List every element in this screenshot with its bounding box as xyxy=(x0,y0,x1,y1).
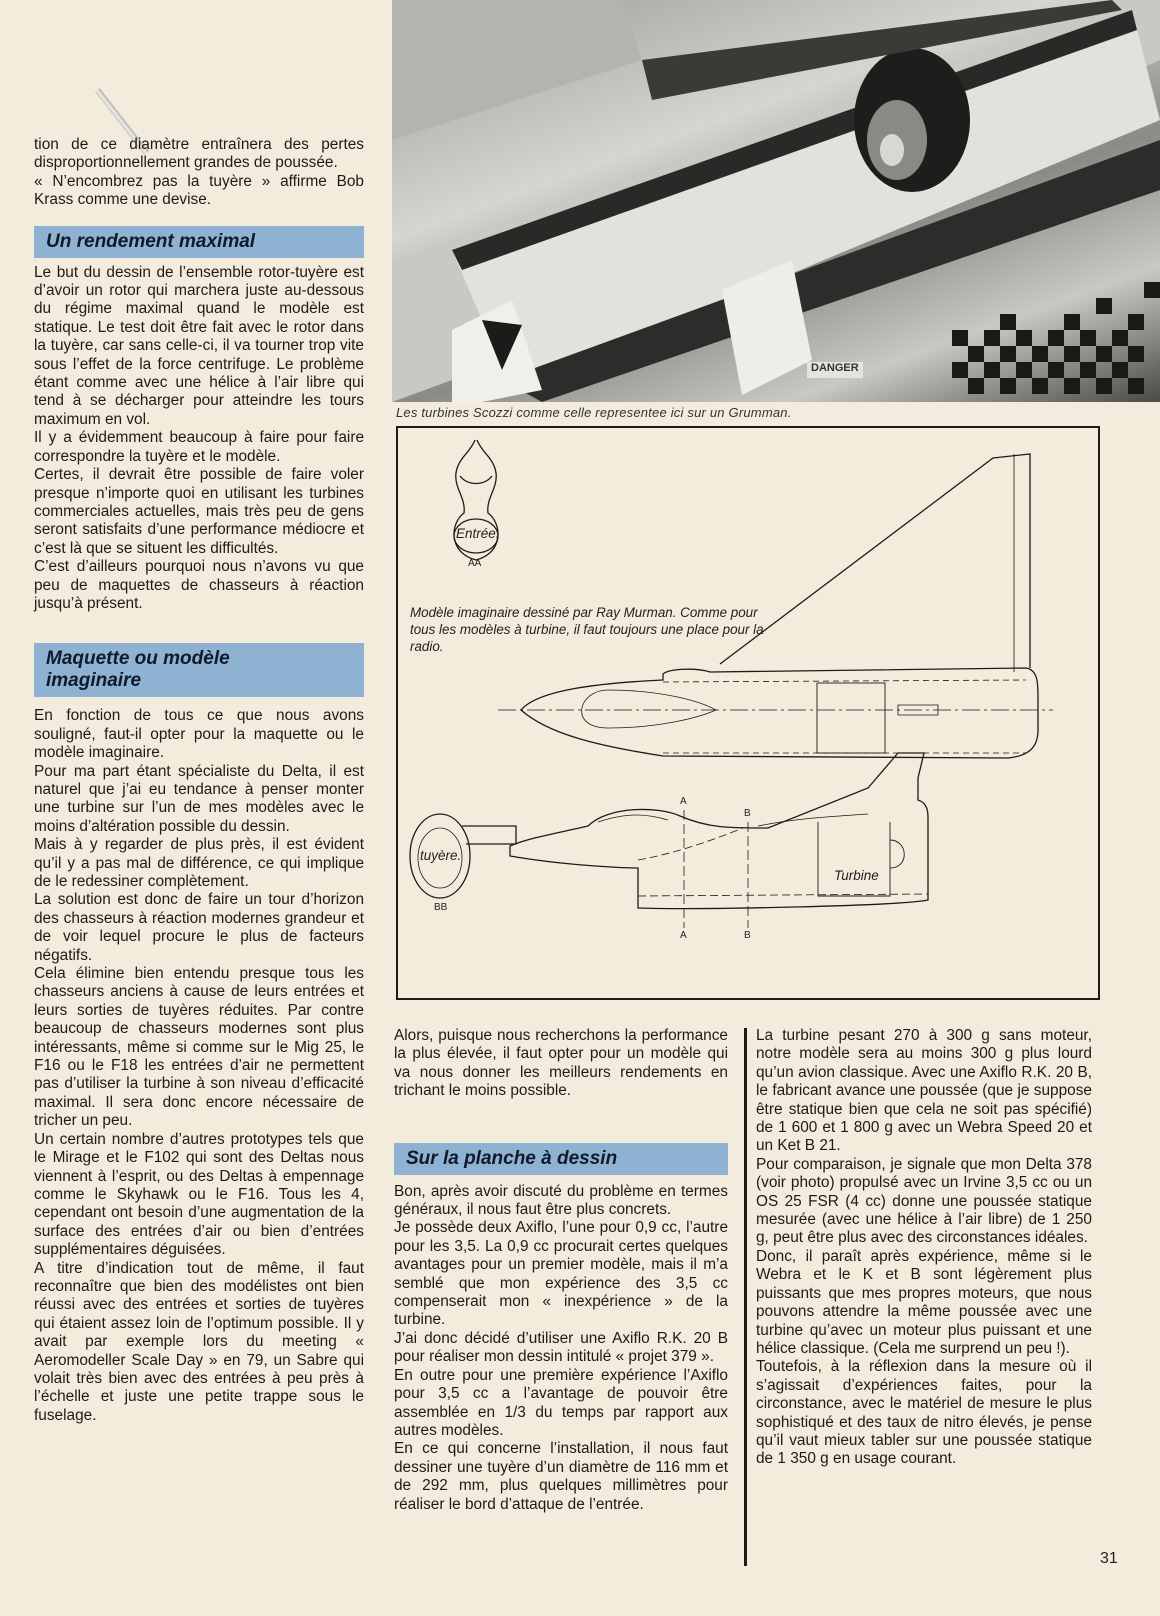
page-number: 31 xyxy=(1100,1550,1118,1567)
label-bb: BB xyxy=(434,902,448,913)
paragraph: Alors, puisque nous recherchons la performance la plus élevée, il faut opter pour un modèle qui va nous donner les meilleurs rendements en trichant le moins possible. xyxy=(394,1027,728,1100)
label-b-top: B xyxy=(744,808,751,819)
section-heading-rendement: Un rendement maximal xyxy=(34,226,364,258)
photo-grumman-turbine xyxy=(392,0,1160,402)
figure-drawing xyxy=(396,426,1100,1000)
paragraph: « N’encombrez pas la tuyère » affirme Bob Krass comme une devise. xyxy=(34,172,364,209)
aircraft-drawings xyxy=(398,428,1098,998)
column-rule xyxy=(744,1028,747,1566)
label-aa: AA xyxy=(468,558,482,569)
paragraph: Le but du dessin de l’ensemble rotor-tuyère est d’avoir un rotor qui marchera juste au-dessous du régime maximal quand le modèle est statique. Le test doit être fait avec le rotor dans la tuyère, car sans celle-ci, il va tourner trop vite sous l’effet de la force centrifuge. Le problème étant comme avec une hélice à l’air libre qui tend à se décharger pour atteindre les tours maximum en vol. xyxy=(34,263,364,428)
column-2 xyxy=(394,1027,728,1514)
paragraph: Un certain nombre d’autres prototypes tels que le Mirage et le F102 qui sont des Deltas nous viennent à l’esprit, ou des Deltas à empennage comme le Skyhawk ou le F16. Tous les 4, cependant ont besoin d’une augmentation de la surface des entrées d’air ou bien d’entrées supplémentaires déguisées. xyxy=(34,1130,364,1259)
label-a-bottom: A xyxy=(680,930,687,941)
section-heading-maquette: Maquette ou modèle imaginaire xyxy=(34,643,364,697)
label-turbine: Turbine xyxy=(834,868,879,883)
section-heading-planche: Sur la planche à dessin xyxy=(394,1143,728,1175)
paragraph: Bon, après avoir discuté du problème en termes généraux, il nous faut être plus concrets. xyxy=(394,1182,728,1219)
paragraph: C’est d’ailleurs pourquoi nous n’avons vu que peu de maquettes de chasseurs à réaction jusqu’à présent. xyxy=(34,558,364,612)
paragraph: Mais à y regarder de plus près, il est évident qu’il y a pas mal de différence, ce qui implique de le redessiner complètement. xyxy=(34,836,364,890)
paragraph: La solution est donc de faire un tour d’horizon des chasseurs à réaction modernes grandeur et de voir lequel procure le plus de facteurs négatifs. xyxy=(34,891,364,964)
paragraph: Je possède deux Axiflo, l’une pour 0,9 cc, l’autre pour les 3,5. La 0,9 cc procurait certes quelques avantages pour un premier modèle, mais il m’a semblé que mon expérience des 3,5 cc compenserait mon « inexpérience » de la turbine. xyxy=(394,1219,728,1329)
paragraph: Cela élimine bien entendu presque tous les chasseurs anciens à cause de leurs entrées et leurs sorties de tuyères réduites. Par contre beaucoup de chasseurs modernes sont plus intéressants, même si comme sur le Mig 25, le F16 ou le F18 les entrées d’air ne permettent pas d’utiliser la turbine à son niveau d’efficacité maximal. Il sera donc encore nécessaire de tricher un peu. xyxy=(34,965,364,1130)
section-aa-outline xyxy=(454,440,498,560)
label-b-bottom: B xyxy=(744,930,751,941)
top-view-fuselage xyxy=(521,668,1038,758)
paragraph: Toutefois, à la réflexion dans la mesure où il s’agissait d’expériences faites, pour la circonstance, avec le matériel de mesure le plus sophistiqué et des taux de nitro élevés, je pense qu’il vaut mieux tabler sur une poussée statique de 1 350 g en usage courant. xyxy=(756,1358,1092,1468)
label-a-top: A xyxy=(680,796,687,807)
paragraph: En outre pour une première expérience l’Axiflo pour 3,5 cc a l’avantage de pouvoir être assemblée en 1/3 du temps par rapport aux autres modèles. xyxy=(394,1366,728,1439)
paragraph: tion de ce diamètre entraînera des pertes disproportionnellement grandes de poussée. xyxy=(34,136,364,172)
photo-illustration xyxy=(392,0,1160,402)
paragraph: En fonction de tous ce que nous avons souligné, faut-il opter pour la maquette ou le modèle imaginaire. xyxy=(34,707,364,762)
column-3 xyxy=(756,1027,1092,1469)
paragraph: La turbine pesant 270 à 300 g sans moteur, notre modèle sera au moins 300 g plus lourd qu’un avion classique. Avec une Axiflo R.K. 20 B, le fabricant avance une poussée (que je suppose être statique bien que cela ne soit pas spécifié) de 1 600 et 1 800 g avec un Webra Speed 20 et un Ket B 21. xyxy=(756,1027,1092,1155)
paragraph: A titre d’indication tout de même, il faut reconnaître que bien des modélistes ont bien réussi avec des entrées et sorties de tuyères qui étaient assez loin de l’optimum possible. Il y avait par exemple lors du meeting « Aeromodeller Scale Day » en 79, un Sabre qui volait très bien avec des entrées à peu près à l’échelle et juste une petite trappe sous le fuselage. xyxy=(34,1259,364,1424)
paragraph: Pour ma part étant spécialiste du Delta, il est naturel que j’ai eu tendance à penser monter une turbine sur l’un de mes modèles avec le moins d’altération possible du dessin. xyxy=(34,762,364,835)
paragraph: Il y a évidemment beaucoup à faire pour faire correspondre la tuyère et le modèle. xyxy=(34,429,364,465)
photo-caption: Les turbines Scozzi comme celle representee ici sur un Grumman. xyxy=(396,405,792,420)
paragraph: Certes, il devrait être possible de faire voler presque n’importe quoi en utilisant les turbines commerciales actuelles, mais très peu de gens seront satisfaits d’une performance médiocre et c’est là que se situent les difficultés. xyxy=(34,466,364,557)
paragraph: J’ai donc décidé d’utiliser une Axiflo R.K. 20 B pour réaliser mon dessin intitulé « projet 379 ». xyxy=(394,1329,728,1366)
paragraph: Donc, il paraît après expérience, même si le Webra et le K et B sont légèrement plus puissants que mes propres moteurs, que nous pouvons attendre la même poussée avec une turbine qu’avec un moteur plus puissant et une hélice classique. (Cela me surprend un peu !). xyxy=(756,1247,1092,1357)
label-tuyere: tuyère. xyxy=(420,848,462,863)
danger-sign-text: DANGER xyxy=(811,362,859,374)
label-entree: Entrée. xyxy=(456,526,500,541)
figure-caption: Modèle imaginaire dessiné par Ray Murman. Comme pour tous les modèles à turbine, il faut toujours une place pour la radio. xyxy=(410,605,764,654)
side-view-fuselage xyxy=(510,753,928,909)
paragraph: Pour comparaison, je signale que mon Delta 378 (voir photo) propulsé avec un Irvine 3,5 cc ou un OS 25 FSR (4 cc) donne une poussée statique mesurée (avec une hélice à l’air libre) de 1 250 g, peut être plus avec des circonstances idéales. xyxy=(756,1155,1092,1247)
paragraph: En ce qui concerne l’installation, il nous faut dessiner une tuyère d’un diamètre de 116 mm et de 292 mm, plus quelques millimètres pour réaliser le bord d’attaque de l’entrée. xyxy=(394,1440,728,1513)
column-1 xyxy=(34,136,364,1425)
